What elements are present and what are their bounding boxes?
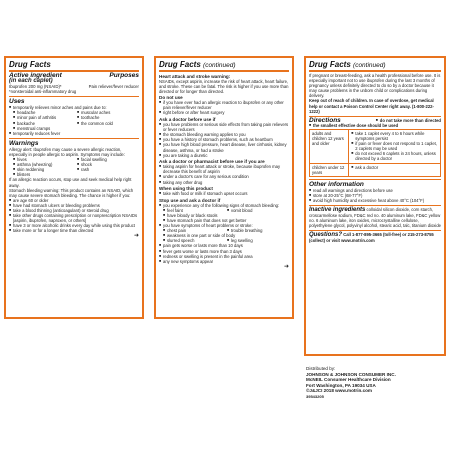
uses-heading: Uses: [9, 96, 139, 105]
uses-fever: ■ temporarily reduces fever: [9, 131, 139, 136]
list-item: ■ menstrual cramps: [13, 126, 75, 131]
list-item: ■ take more or for a longer time than directed: [9, 228, 139, 233]
directions-top-2: ■ the smallest effective dose should be used: [309, 123, 441, 128]
list-item: ■ are age 60 or older: [9, 198, 139, 203]
heart-warning-heading: Heart attack and stroke warning:: [159, 73, 231, 79]
list-item: ■ taking any other drug: [159, 180, 289, 185]
list-item: ■ you are taking a diuretic: [159, 153, 289, 158]
distributor-line: JOHNSON & JOHNSON CONSUMER INC.: [306, 371, 396, 377]
questions-block: [309, 230, 441, 243]
product-code: 39543205: [306, 393, 324, 399]
distributor-info: [306, 366, 446, 399]
pregnancy-warning: If pregnant or breast-feeding, ask a health professional before use. It is especially important not to use ibuprofen during the last 3 months of pregnancy unless definitely directed to do so by a doctor because it may cause problems in the unborn child or complications during delivery.: [309, 73, 441, 99]
uses-list: [9, 110, 139, 130]
active-ingredient-sub: (in each caplet): [9, 78, 53, 85]
purposes-heading: Purposes: [109, 72, 139, 79]
list-item: ■ take a blood thinning (anticoagulant) or steroid drug: [9, 208, 139, 213]
list-item: ■ take 1 caplet every 4 to 6 hours while symptoms persist: [351, 131, 438, 141]
list-item: ■ backache: [13, 121, 75, 126]
list-item: ■ headache: [13, 110, 75, 115]
list-item: ■ you have a history of stomach problems, such as heartburn: [159, 137, 289, 142]
drug-facts-panel-3: [304, 56, 446, 356]
age-cell: adults and children 12 years and older: [310, 129, 349, 163]
list-item: ■ blisters: [13, 172, 75, 177]
allergy-note: If an allergic reaction occurs, stop use and seek medical help right away.: [9, 177, 132, 188]
list-item: ■ if pain or fever does not respond to 1 caplet, 2 caplets may be used: [351, 141, 438, 151]
continued-label: (continued): [353, 62, 386, 69]
allergy-alert: Allergy alert: Ibuprofen may cause a severe allergic reaction, especially in people allergic to aspirin. Symptoms may include:: [9, 146, 125, 157]
list-item: ■ take with food or milk if stomach upset occurs: [159, 191, 289, 196]
table-row: [310, 129, 441, 163]
list-item: ■ read all warnings and directions before use: [309, 188, 441, 193]
directions-header: [309, 116, 441, 123]
panel-title: Drug Facts: [9, 60, 139, 72]
list-item: ■ vomit blood: [227, 208, 289, 213]
stop-use-heading: Stop use and ask a doctor if: [159, 197, 221, 203]
list-item: ■ taking aspirin for heart attack or stroke, because ibuprofen may decrease this benefit of aspirin: [159, 164, 289, 174]
ingredient-purpose: Pain reliever/fever reducer: [88, 84, 139, 90]
list-item: ■ redness or swelling is present in the painful area: [159, 254, 289, 259]
dose-cell: [349, 163, 441, 176]
panel-title: Drug Facts (continued): [159, 60, 289, 72]
drug-facts-panel-1: [4, 56, 144, 319]
list-item: ■ the stomach bleeding warning applies to you: [159, 132, 289, 137]
list-item: ■ store at 20-25°C (68-77°F): [309, 193, 441, 198]
list-item: ■ facial swelling: [77, 157, 139, 162]
list-item: ■ have had stomach ulcers or bleeding problems: [9, 203, 139, 208]
ask-doctor-heading: Ask a doctor before use if: [159, 117, 216, 123]
list-item: ■ asthma (wheezing): [13, 162, 75, 167]
ask-pharmacist-heading: Ask a doctor or pharmacist before use if you are: [159, 159, 265, 165]
list-item: ■ take other drugs containing prescription or nonprescription NSAIDs [aspirin, ibuprofen, naproxen, or others]: [9, 213, 139, 223]
list-item: ■ minor pain of arthritis: [13, 115, 75, 120]
list-item: ■ if you have ever had an allergic reaction to ibuprofen or any other pain reliever/fever reducer: [159, 100, 289, 110]
list-item: ■ fever gets worse or lasts more than 3 days: [159, 249, 289, 254]
distributor-line: McNEIL Consumer Healthcare Division: [306, 377, 391, 383]
list-item: ■ under a doctor's care for any serious condition: [159, 174, 289, 179]
list-item: ■ feel faint: [163, 208, 225, 213]
list-item: ■ you have high blood pressure, heart disease, liver cirrhosis, kidney disease, asthma, or had a stroke: [159, 142, 289, 152]
questions-heading: Questions?: [309, 232, 343, 239]
list-item: ■ muscular aches: [77, 110, 139, 115]
list-item: ■ have stomach pain that does not get better: [163, 218, 289, 223]
list-item: ■ ask a doctor: [351, 165, 438, 170]
distributor-line: ©J&JCI 2018 www.motrin.com: [306, 388, 373, 394]
distributor-line: Distributed by:: [306, 366, 336, 371]
list-item: ■ have 3 or more alcoholic drinks every day while using this product: [9, 223, 139, 228]
list-item: ■ rash: [77, 167, 139, 172]
continue-arrow-icon: ➜: [133, 233, 139, 240]
list-item: ■ skin reddening: [13, 167, 75, 172]
other-info-heading: Other information: [309, 179, 441, 188]
list-item: ■ do not exceed 6 caplets in 24 hours, unless directed by a doctor: [351, 151, 438, 161]
list-item: ■ have bloody or black stools: [163, 213, 289, 218]
stop-use-intro: ■ you experience any of the following signs of stomach bleeding:: [159, 203, 289, 208]
list-item: ■ toothache: [77, 115, 139, 120]
ingredient-line: Ibuprofen 200 mg (NSAID)*: [9, 84, 62, 90]
panel-title: Drug Facts (continued): [309, 60, 441, 72]
list-item: ■ shock: [77, 162, 139, 167]
list-item: ■ slurred speech: [163, 238, 225, 243]
list-item: ■ any new symptoms appear: [159, 259, 289, 264]
do-not-use-heading: Do not use: [159, 95, 183, 101]
heart-warning-text: NSAIDs, except aspirin, increase the risk of heart attack, heart failure, and stroke. These can be fatal. The risk is higher if you use more than directed or for longer than directed.: [159, 78, 289, 94]
heart-signs-intro: ■ you have symptoms of heart problems or stroke:: [159, 223, 289, 228]
questions-text: Call 1-877-895-3665 (toll-free) or 215-273-8755 (collect) or visit www.motrin.com: [309, 232, 434, 244]
directions-top: ■ do not take more than directed: [376, 118, 441, 123]
continue-arrow-icon: ➜: [283, 263, 289, 270]
table-row: [310, 163, 441, 176]
active-ingredient-heading: Active ingredient: [9, 72, 62, 79]
inactive-heading: Inactive ingredients: [309, 206, 366, 213]
dose-cell: [349, 129, 441, 163]
list-item: ■ right before or after heart surgery: [159, 110, 289, 115]
list-item: ■ leg swelling: [227, 238, 289, 243]
inactive-ingredients: [309, 205, 441, 228]
list-item: ■ chest pain: [163, 228, 225, 233]
stomach-warning: Stomach bleeding warning: This product contains an NSAID, which may cause severe stomach bleeding. The chance is higher if you:: [9, 187, 134, 198]
list-item: ■ weakness in one part or side of body: [163, 233, 289, 238]
when-using-heading: When using this product: [159, 186, 213, 192]
keep-out-of-reach: Keep out of reach of children. In case of overdose, get medical help or contact a Poison Control Center right away. (1-800-222-1222): [309, 98, 434, 114]
list-item: ■ hives: [13, 157, 75, 162]
inactive-text: colloidal silicon dioxide, corn starch, croscarmellose sodium, FD&C red no. 40 aluminum lake, FD&C yellow no. 6 aluminum lake, iron oxides, microcrystalline cellulose, polyethylene glycol, polyvinyl alcohol, stearic acid, talc, titanium dioxide: [309, 206, 441, 229]
nsaid-note: *nonsteroidal anti-inflammatory drug: [9, 89, 77, 95]
continued-label: (continued): [203, 62, 236, 69]
uses-intro: ■ temporarily relieves minor aches and pains due to:: [9, 105, 139, 110]
allergy-list: [9, 157, 139, 177]
warnings-heading: Warnings: [9, 138, 139, 147]
directions-heading: Directions: [309, 116, 341, 124]
list-item: ■ trouble breathing: [227, 228, 289, 233]
distributor-line: Fort Washington, PA 19034 USA: [306, 382, 376, 388]
directions-table: [309, 129, 441, 177]
age-cell: children under 12 years: [310, 163, 349, 176]
drug-facts-panel-2: [154, 56, 294, 319]
list-item: ■ the common cold: [77, 121, 139, 126]
list-item: ■ you have problems or serious side effects from taking pain relievers or fever reducers: [159, 122, 289, 132]
list-item: ■ avoid high humidity and excessive heat above 40°C (104°F): [309, 198, 441, 203]
list-item: ■ pain gets worse or lasts more than 10 days: [159, 243, 289, 248]
